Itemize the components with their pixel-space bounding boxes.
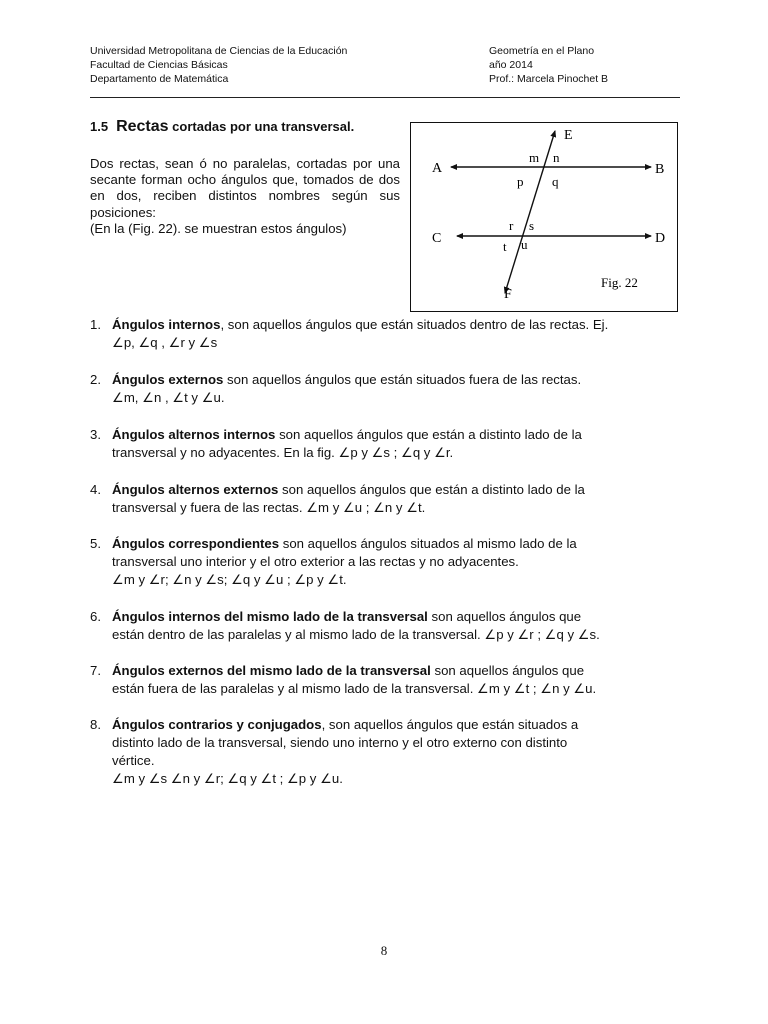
item-text-line: vértice. [112,753,155,768]
course-year: año 2014 [489,59,533,71]
item-term: Ángulos correspondientes [112,536,280,551]
item-number: 2. [90,372,101,387]
item-number: 1. [90,317,101,332]
item-example: ∠m y ∠r; ∠n y ∠s; ∠q y ∠u ; ∠p y ∠t. [112,572,347,587]
item-text: son aquellos ángulos que [430,663,585,678]
item-number: 6. [90,609,101,624]
angle-q-label: q [552,174,559,189]
item-term: Ángulos internos [112,317,221,332]
item-number: 4. [90,482,101,497]
item-example: ∠m y ∠s ∠n y ∠r; ∠q y ∠t ; ∠p y ∠u. [112,771,343,786]
angle-n-label: n [553,150,560,165]
item-example: transversal y no adyacentes. En la fig. ∠p y ∠s ; ∠q y ∠r. [112,445,454,460]
angle-s-label: s [529,218,535,233]
item-number: 5. [90,536,101,551]
course-name: Geometría en el Plano [489,45,595,57]
angle-t-label: t [503,239,507,254]
section-heading [90,118,354,136]
item-text: son aquellos ángulos que están a distinto lado de la [278,482,585,497]
angle-m-label: m [529,150,540,165]
section-title-main: Rectas [116,118,169,135]
point-a-label: A [432,161,443,176]
item-text-line: transversal uno interior y el otro exterior a las rectas y no adyacentes. [112,554,519,569]
point-e-label: E [564,128,573,143]
point-f-label: F [504,287,512,302]
item-text: son aquellos ángulos que están a distinto lado de la [275,427,582,442]
transversal-diagram [411,123,677,311]
header-left [90,44,347,86]
item-example: transversal y fuera de las rectas. ∠m y ∠u ; ∠n y ∠t. [112,500,426,515]
header-right [489,44,608,86]
institution-name: Universidad Metropolitana de Ciencias de la Educación [90,45,348,57]
item-text: son aquellos ángulos situados al mismo lado de la [279,536,577,551]
item-text: son aquellos ángulos que están situados fuera de las rectas. [223,372,582,387]
point-d-label: D [655,231,666,246]
item-example: están dentro de las paralelas y al mismo lado de la transversal. ∠p y ∠r ; ∠q y ∠s. [112,627,600,642]
item-term: Ángulos internos del mismo lado de la transversal [112,609,428,624]
intro-text: Dos rectas, sean ó no paralelas, cortadas por una secante forman ocho ángulos que, tomados de dos en dos, reciben distintos nombres según sus posiciones: [90,156,400,220]
item-text: son aquellos ángulos que [427,609,582,624]
item-text-line: distinto lado de la transversal, siendo uno interno y el otro externo con distinto [112,735,568,750]
item-term: Ángulos alternos internos [112,427,276,442]
item-example: están fuera de las paralelas y al mismo lado de la transversal. ∠m y ∠t ; ∠n y ∠u. [112,681,597,696]
intro-paragraph [90,156,400,237]
angle-u-label: u [521,237,528,252]
header-divider [90,97,680,98]
item-term: Ángulos alternos externos [112,482,279,497]
figure-22 [410,122,678,312]
professor-name: Prof.: Marcela Pinochet B [489,73,609,85]
point-c-label: C [432,231,442,246]
item-example: ∠m, ∠n , ∠t y ∠u. [112,390,225,405]
item-example: ∠p, ∠q , ∠r y ∠s [112,335,218,350]
section-title-rest: cortadas por una transversal. [168,119,355,134]
department-name: Departamento de Matemática [90,73,229,85]
item-number: 7. [90,663,101,678]
item-text: , son aquellos ángulos que están situados dentro de las rectas. Ej. [220,317,609,332]
point-b-label: B [655,162,665,177]
angle-p-label: p [517,174,524,189]
item-number: 8. [90,717,101,732]
section-number: 1.5 [90,119,109,134]
intro-note: (En la (Fig. 22). se muestran estos ángulos) [90,220,347,236]
angle-r-label: r [509,218,514,233]
item-term: Ángulos externos [112,372,224,387]
faculty-name: Facultad de Ciencias Básicas [90,59,228,71]
item-term: Ángulos externos del mismo lado de la transversal [112,663,431,678]
item-text: , son aquellos ángulos que están situados a [321,717,579,732]
item-number: 3. [90,427,101,442]
figure-caption: Fig. 22 [601,275,638,290]
page-number: 8 [380,943,388,958]
item-term: Ángulos contrarios y conjugados [112,717,322,732]
